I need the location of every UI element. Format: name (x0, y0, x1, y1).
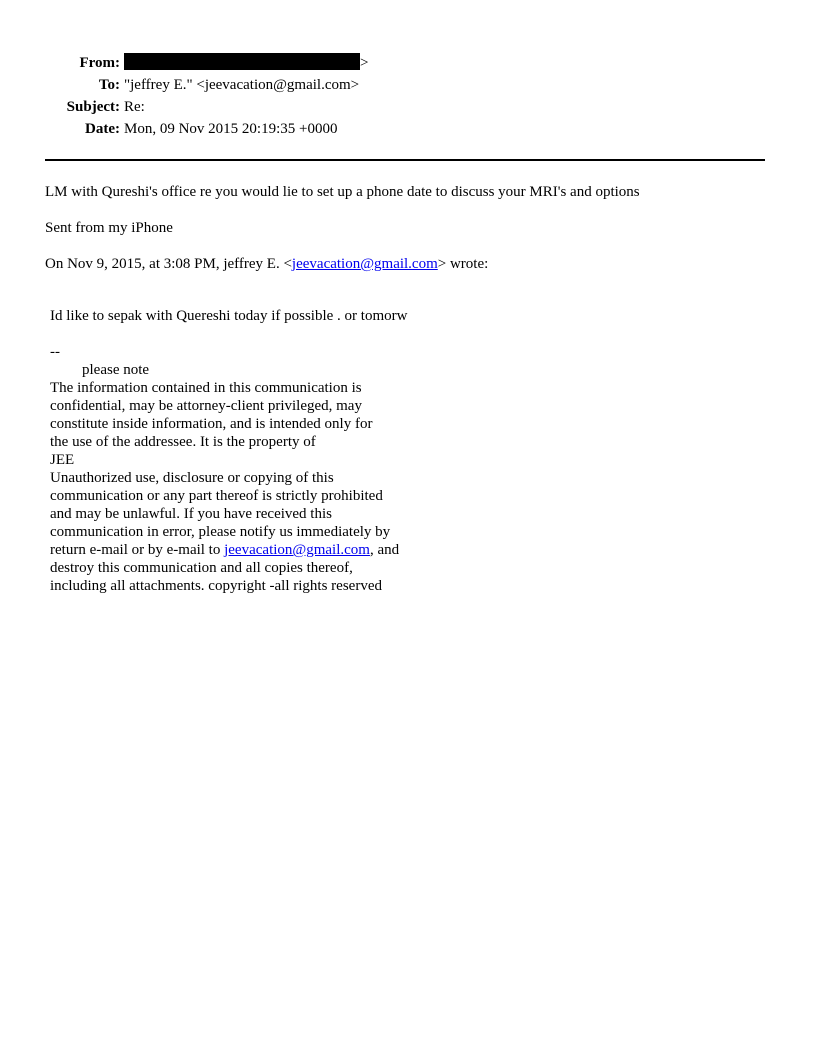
signature-block (50, 343, 399, 595)
signature-line: Unauthorized use, disclosure or copying of this (50, 470, 334, 486)
from-value (124, 52, 368, 74)
signature-line: JEE (50, 452, 75, 468)
date-label: Date: (85, 121, 120, 137)
signature-line: The information contained in this communication is (50, 380, 362, 396)
signature-note: please note (82, 362, 150, 378)
reply-intro-prefix: On Nov 9, 2015, at 3:08 PM, jeffrey E. < (45, 256, 292, 272)
date-value: Mon, 09 Nov 2015 20:19:35 +0000 (124, 121, 338, 137)
email-header (0, 52, 816, 140)
from-row (0, 52, 816, 74)
message-text: LM with Qureshi's office re you would lie to set up a phone date to discuss your MRI's and options (45, 184, 640, 200)
subject-label: Subject: (66, 99, 120, 115)
signature-line: and may be unlawful. If you have received this (50, 506, 332, 522)
signature-email-suffix: , and (369, 542, 400, 558)
signature-email-line (50, 541, 399, 559)
sent-from-text: Sent from my iPhone (45, 220, 173, 236)
signature-line: confidential, may be attorney-client privileged, may (50, 398, 362, 414)
reply-intro-email-link[interactable]: jeevacation@gmail.com (291, 256, 438, 272)
signature-line: communication or any part thereof is strictly prohibited (50, 488, 383, 504)
reply-intro-suffix: > wrote: (437, 256, 489, 272)
signature-line: including all attachments. copyright -all rights reserved (50, 578, 382, 594)
to-value: "jeffrey E." <jeevacation@gmail.com> (124, 77, 360, 93)
subject-value: Re: (124, 99, 145, 115)
date-row (0, 118, 816, 140)
from-suffix: > (360, 55, 369, 71)
signature-email-link[interactable]: jeevacation@gmail.com (224, 542, 370, 558)
signature-line: constitute inside information, and is intended only for (50, 416, 373, 432)
to-label: To: (98, 77, 120, 93)
quoted-message: Id like to sepak with Quereshi today if possible . or tomorw (50, 308, 408, 324)
to-row (0, 74, 816, 96)
subject-row (0, 96, 816, 118)
reply-intro (45, 255, 488, 273)
signature-dashes: -- (50, 344, 60, 360)
signature-line: communication in error, please notify us immediately by (50, 524, 391, 540)
redaction-block (124, 53, 360, 70)
from-label: From: (79, 55, 120, 71)
signature-line: the use of the addressee. It is the property of (50, 434, 316, 450)
header-divider (45, 159, 765, 161)
signature-line: destroy this communication and all copies thereof, (50, 560, 353, 576)
signature-email-prefix: return e-mail or by e-mail to (50, 542, 225, 558)
